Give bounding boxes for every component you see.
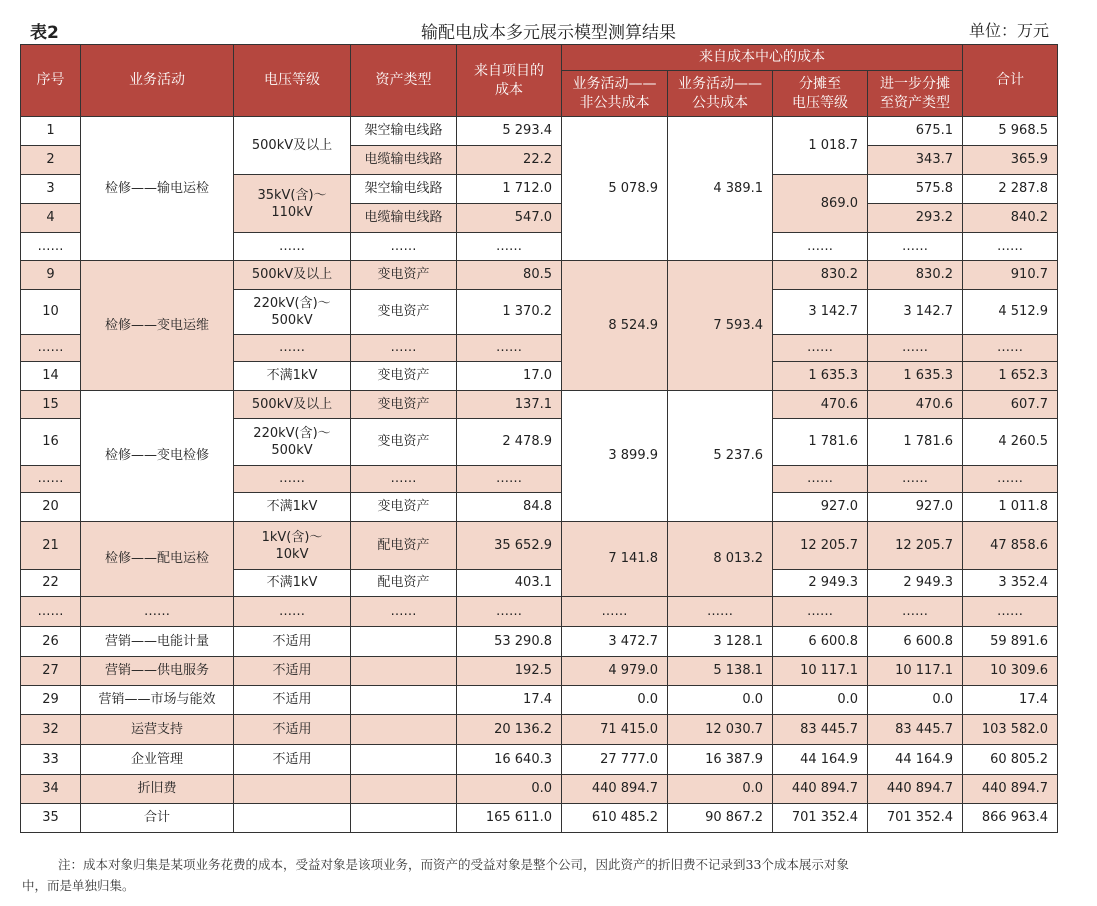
table-row: 26 营销——电能计量 不适用 53 290.8 3 472.7 3 128.1 6 600.8 6 600.8 59 891.6 — [21, 627, 1058, 657]
table-row: …… …… …… …… …… …… …… — [21, 335, 1058, 362]
activity-cell: 检修——变电检修 — [81, 391, 234, 522]
table-row: 15 检修——变电检修 500kV及以上 变电资产 137.1 3 899.9 5 237.6 470.6 470.6 607.7 — [21, 391, 1058, 419]
table-row: …… …… …… …… …… …… …… …… …… …… — [21, 597, 1058, 627]
table-row: 10 220kV(含)～ 500kV 变电资产 1 370.2 3 142.7 3 142.7 4 512.9 — [21, 290, 1058, 335]
table-row: 3 35kV(含)～ 110kV 架空输电线路 1 712.0 869.0 575.8 2 287.8 — [21, 175, 1058, 204]
footnote: 注：成本对象归集是某项业务花费的成本，受益对象是该项业务，而资产的受益对象是整个公司，因此资产的折旧费不记录到33个成本展示对象 中，而是单独归集。 — [22, 857, 849, 893]
col-public: 业务活动—— 公共成本 — [668, 71, 773, 117]
activity-cell: 检修——配电运检 — [81, 522, 234, 597]
total-row: 35 合计 165 611.0 610 485.2 90 867.2 701 352.4 701 352.4 866 963.4 — [21, 804, 1058, 833]
unit-label: 单位：万元 — [968, 21, 1049, 40]
col-cost-center: 来自成本中心的成本 — [562, 45, 963, 71]
table-row: 9 检修——变电运维 500kV及以上 变电资产 80.5 8 524.9 7 593.4 830.2 830.2 910.7 — [21, 261, 1058, 290]
col-voltage: 电压等级 — [234, 45, 351, 117]
table-row: 33 企业管理 不适用 16 640.3 27 777.0 16 387.9 44 164.9 44 164.9 60 805.2 — [21, 745, 1058, 775]
table-row: 34 折旧费 0.0 440 894.7 0.0 440 894.7 440 894.7 440 894.7 — [21, 775, 1058, 804]
table-title: 输配电成本多元展示模型测算结果 — [421, 23, 676, 43]
activity-cell: 检修——输电运检 — [81, 117, 234, 261]
col-asset: 资产类型 — [351, 45, 457, 117]
col-seq: 序号 — [21, 45, 81, 117]
col-project: 来自项目的 成本 — [457, 45, 562, 117]
activity-cell: 检修——变电运维 — [81, 261, 234, 391]
table-row: …… …… …… …… …… …… …… — [21, 466, 1058, 493]
table-row: 32 运营支持 不适用 20 136.2 71 415.0 12 030.7 83 445.7 83 445.7 103 582.0 — [21, 715, 1058, 745]
col-nonpublic: 业务活动—— 非公共成本 — [562, 71, 668, 117]
table-row: 21 检修——配电运检 1kV(含)～ 10kV 配电资产 35 652.9 7 141.8 8 013.2 12 205.7 12 205.7 47 858.6 — [21, 522, 1058, 570]
table-row: 4 电缆输电线路 547.0 293.2 840.2 — [21, 204, 1058, 233]
cost-table — [20, 44, 1058, 833]
table-row: 27 营销——供电服务 不适用 192.5 4 979.0 5 138.1 10 117.1 10 117.1 10 309.6 — [21, 657, 1058, 686]
table-row: …… …… …… …… …… …… …… — [21, 233, 1058, 261]
table-row: 16 220kV(含)～ 500kV 变电资产 2 478.9 1 781.6 1 781.6 4 260.5 — [21, 419, 1058, 466]
col-activity: 业务活动 — [81, 45, 234, 117]
table-row: 22 不满1kV 配电资产 403.1 2 949.3 2 949.3 3 352.4 — [21, 570, 1058, 597]
title-row — [0, 0, 1097, 44]
col-alloc-voltage: 分摊至 电压等级 — [773, 71, 868, 117]
table-row: 20 不满1kV 变电资产 84.8 927.0 927.0 1 011.8 — [21, 493, 1058, 522]
col-alloc-asset: 进一步分摊 至资产类型 — [868, 71, 963, 117]
col-total: 合计 — [963, 45, 1058, 117]
table-number: 表2 — [30, 23, 59, 43]
table-row: 14 不满1kV 变电资产 17.0 1 635.3 1 635.3 1 652.3 — [21, 362, 1058, 391]
table-row: 2 电缆输电线路 22.2 343.7 365.9 — [21, 146, 1058, 175]
table-row: 1 检修——输电运检 500kV及以上 架空输电线路 5 293.4 5 078.9 4 389.1 1 018.7 675.1 5 968.5 — [21, 117, 1058, 146]
table-row: 29 营销——市场与能效 不适用 17.4 0.0 0.0 0.0 0.0 17.4 — [21, 686, 1058, 715]
